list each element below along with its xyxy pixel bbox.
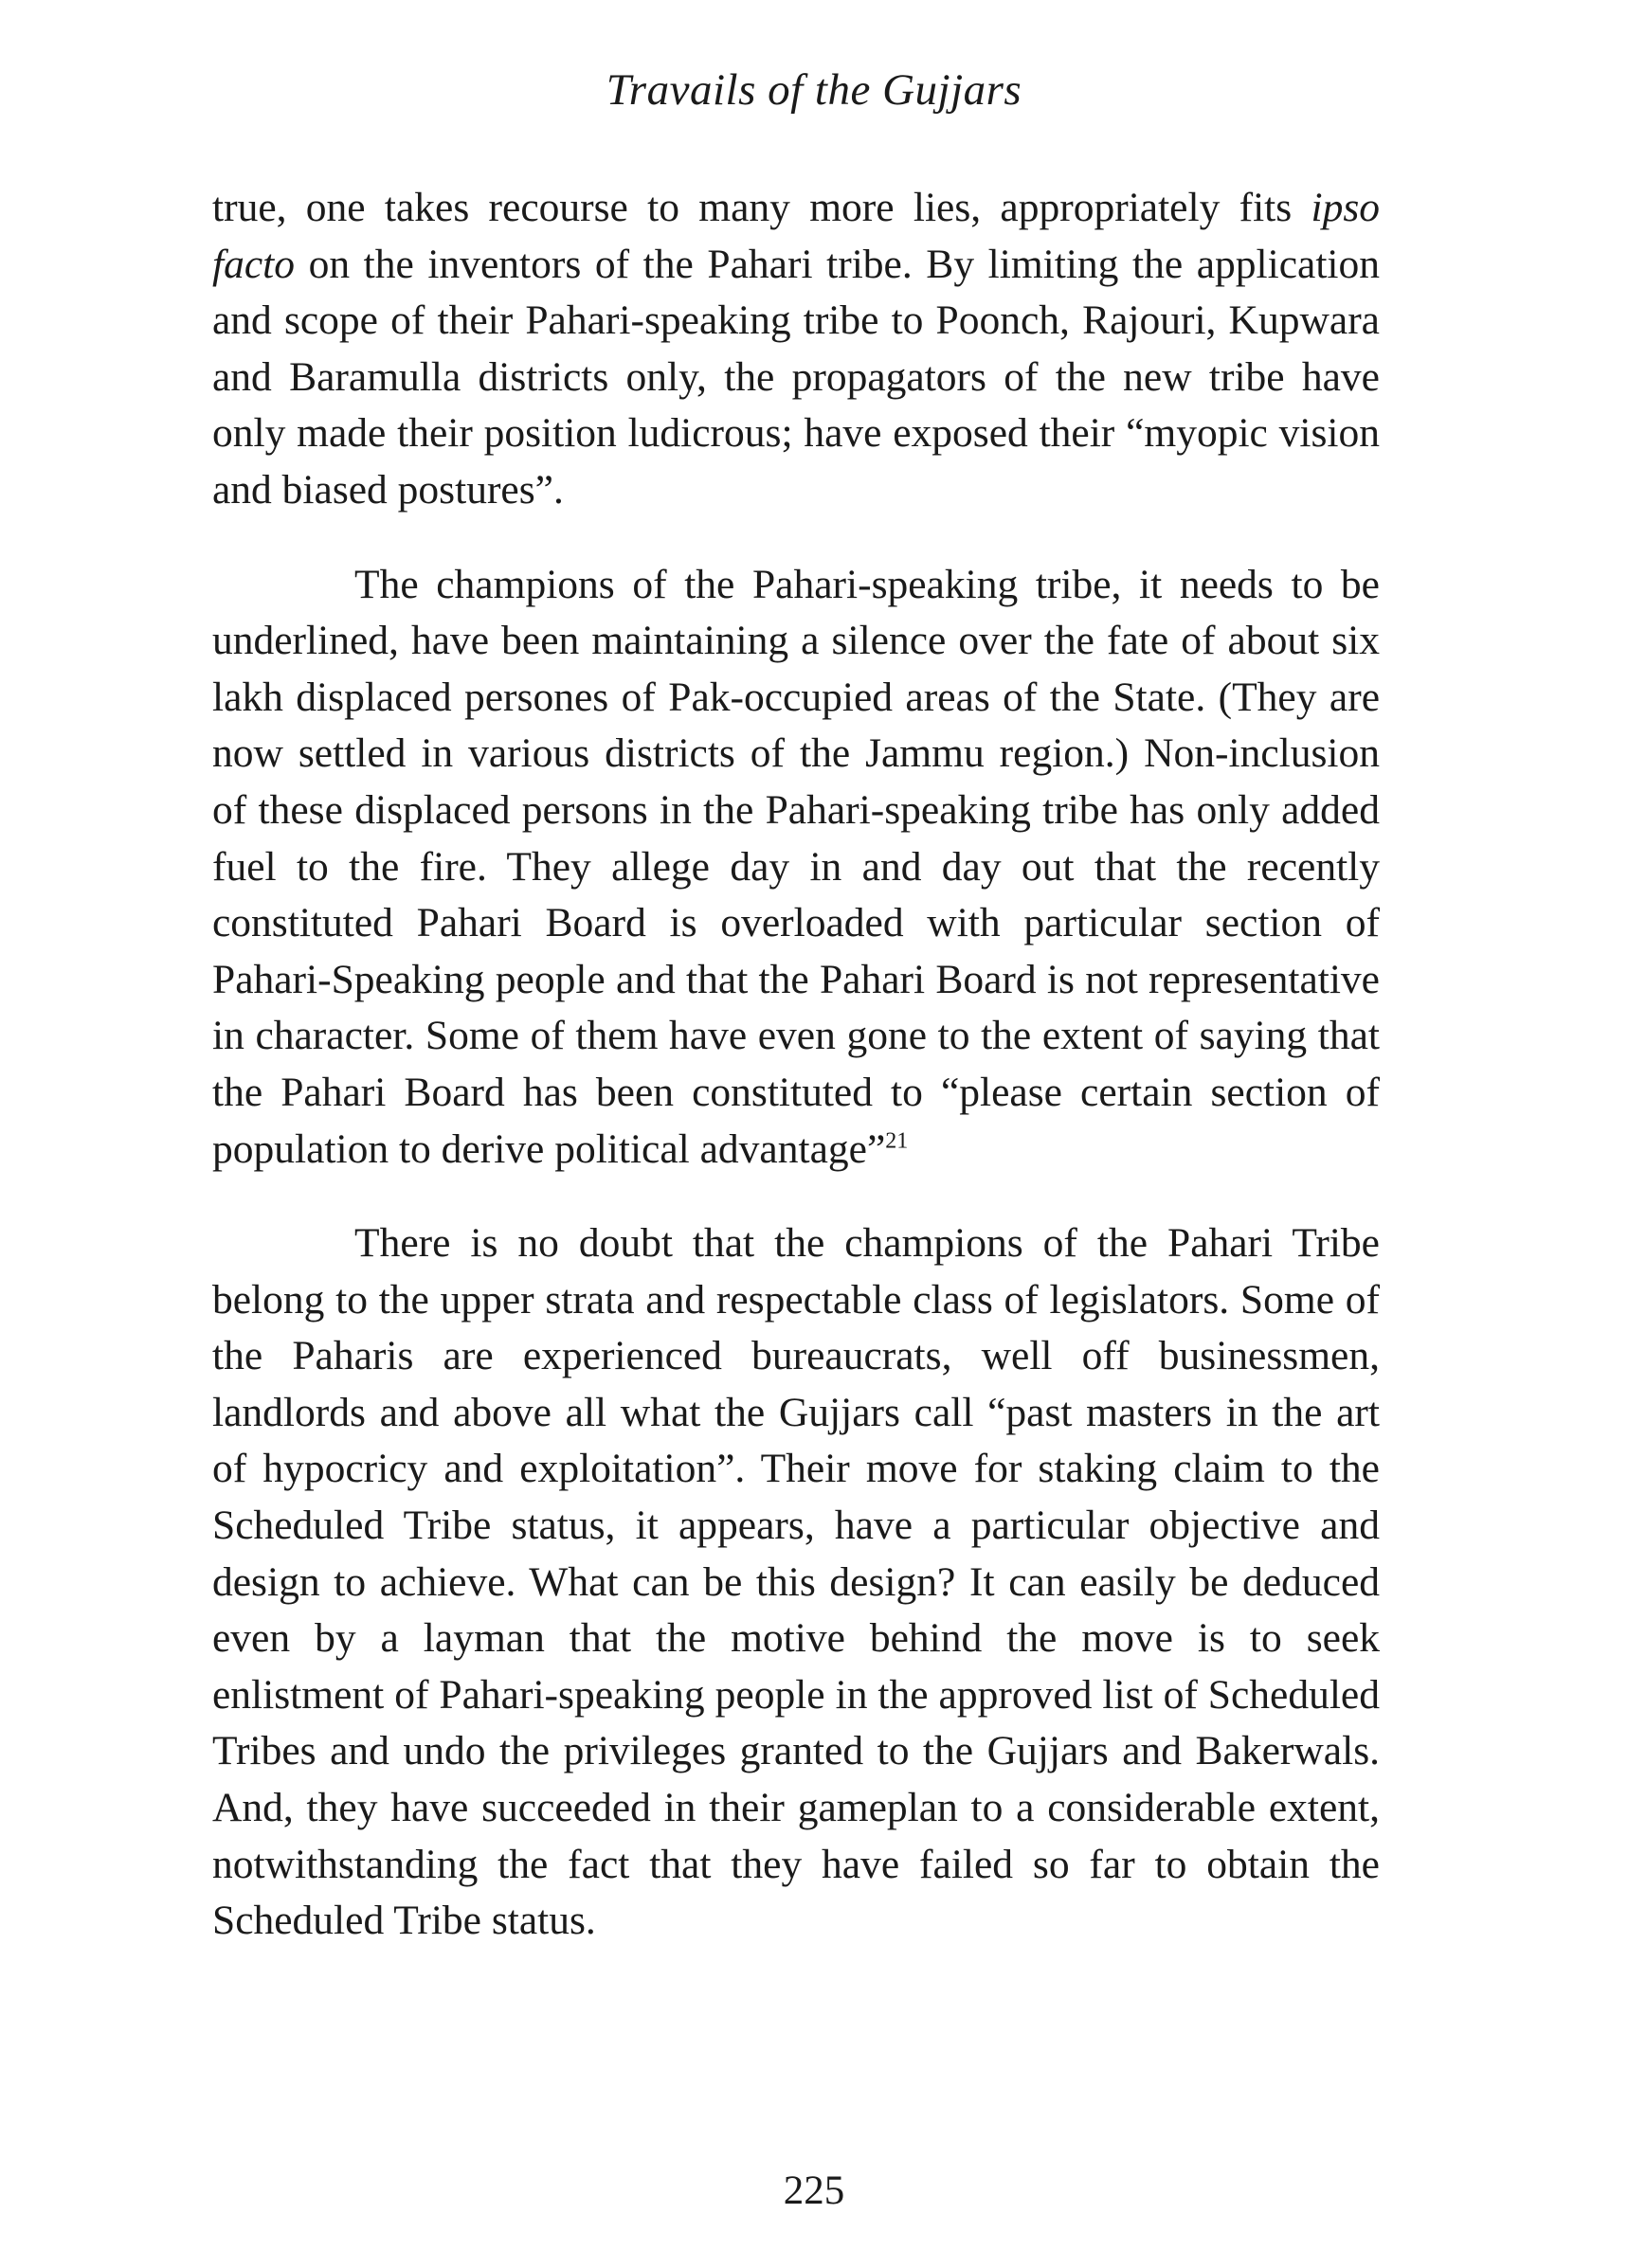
body-text xyxy=(212,180,1380,1950)
paragraph-2-text: The champions of the Pahari-speaking tribe, it needs to be underlined, have been maintaining a silence over the fate of about six lakh displaced persones of Pak-occupied areas of the State. (They are now settled in various districts of the Jammu region.) Non-inclusion of these displaced persons in the Pahari-speaking tribe has only added fuel to the fire. They allege day in and day out that the recently constituted Pahari Board is overloaded with particular section of Pahari-Speaking people and that the Pahari Board is not representative in character. Some of them have even gone to the extent of saying that the Pahari Board has been constituted to “please certain section of population to derive political advantage” xyxy=(212,561,1380,1172)
running-header: Travails of the Gujjars xyxy=(606,65,1022,115)
footnote-reference: 21 xyxy=(885,1128,909,1153)
paragraph-1-text-continued: on the inventors of the Pahari tribe. By limiting the application and scope of their Pahari-speaking tribe to Poonch, Rajouri, Kupwara and Baramulla districts only, the propagators of the new tribe have only made their position ludicrous; have exposed their “myopic vision and biased postures”. xyxy=(212,241,1380,513)
page-number: 225 xyxy=(783,2169,845,2213)
paragraph-1-italic-phrase: ipso facto xyxy=(212,185,1380,287)
paragraph-3-text: There is no doubt that the champions of the Pahari Tribe belong to the upper strata and respectable class of legislators. Some of the Paharis are experienced bureaucrats, well off businessmen, landlords and above all what the Gujjars call “past masters in the art of hypocricy and exploitation”. Their move for staking claim to the Scheduled Tribe status, it appears, have a particular objective and design to achieve. What can be this design? It can easily be deduced even by a layman that the motive behind the move is to seek enlistment of Pahari-speaking people in the approved list of Scheduled Tribes and undo the privileges granted to the Gujjars and Bakerwals. And, they have succeeded in their gameplan to a considerable extent, notwithstanding the fact that they have failed so far to obtain the Scheduled Tribe status. xyxy=(212,1220,1380,1944)
paragraph-1 xyxy=(212,180,1380,519)
paragraph-2 xyxy=(212,557,1380,1179)
paragraph-3 xyxy=(212,1215,1380,1950)
paragraph-1-text: true, one takes recourse to many more lies, appropriately fits xyxy=(212,185,1311,230)
